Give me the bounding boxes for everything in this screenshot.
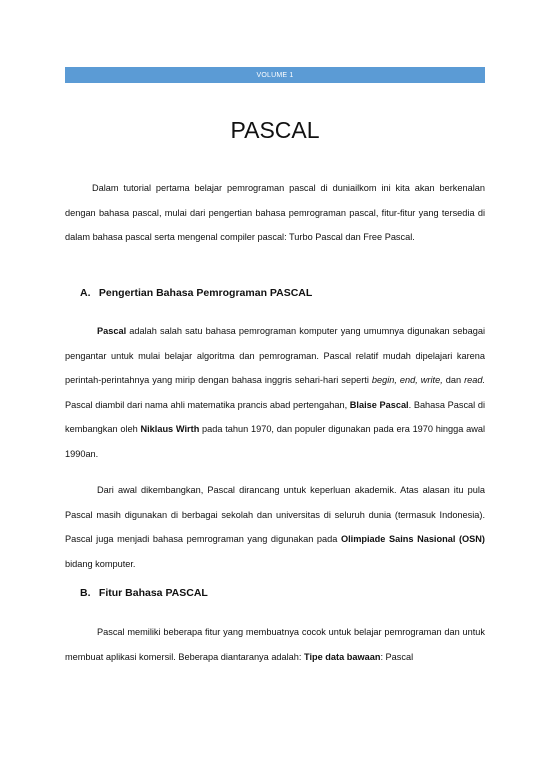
text-span: Pascal memiliki beberapa fitur yang membuatnya cocok untuk belajar pemrograman dan untuk membuat aplikasi komersil. Beberapa diantaranya adalah: [65,627,485,662]
keyword-read: read. [464,375,486,386]
name-niklaus-wirth: Niklaus Wirth [140,424,200,435]
text-span: pada tahun 1970, dan populer digunakan pada era 1970 hingga awal 1990an. [65,424,485,459]
section-b-heading [80,587,208,599]
section-b-title: Fitur Bahasa PASCAL [98,587,208,599]
section-a-number: A. [80,287,91,299]
text-span: adalah salah satu bahasa pemrograman komputer yang umumnya digunakan sebagai pengantar untuk mulai belajar algoritma dan pemrograman. Pascal relatif mudah dipelajari karena perintah-perintahnya yang mirip dengan bahasa inggris sehari-hari seperti [65,326,485,386]
text-span: Dari awal dikembangkan, Pascal dirancang untuk keperluan akademik. Atas alasan itu pula Pascal masih digunakan di berbagai sekolah dan universitas di seluruh dunia (termasuk Indonesia). Pascal juga menjadi bahasa pemrograman yang digunakan pada [65,485,485,545]
section-a-paragraph-1 [65,319,485,467]
section-a-heading [80,287,312,299]
text-span: dan [442,375,465,386]
keyword-write: write, [420,375,443,386]
volume-label: VOLUME 1 [256,71,294,79]
page-title: PASCAL [230,117,320,143]
term-osn: Olimpiade Sains Nasional (OSN) [340,534,485,545]
section-b-paragraph-1 [65,620,485,669]
term-tipe-data-bawaan: Tipe data bawaan [304,651,381,662]
section-a-title: Pengertian Bahasa Pemrograman PASCAL [98,287,313,299]
text-span: Pascal diambil dari nama ahli matematika prancis abad pertengahan, [65,399,350,410]
text-span: : Pascal [380,651,414,662]
volume-header [65,67,485,83]
text-span: bidang komputer. [65,558,136,569]
intro-paragraph: Dalam tutorial pertama belajar pemrograman pascal di duniailkom ini kita akan berkenalan dengan bahasa pascal, mulai dari pengertian bahasa pemrograman pascal, fitur-fitur yang tersedia di dalam bahasa pascal serta mengenal compiler pascal: Turbo Pascal dan Free Pascal. [65,183,485,243]
keyword-end: end, [399,375,418,386]
keyword-begin: begin, [371,375,397,386]
section-b-number: B. [80,587,91,599]
text-span: . Bahasa Pascal di kembangkan oleh [65,399,485,435]
section-a-paragraph-2 [65,478,485,576]
term-pascal: Pascal [97,326,127,336]
name-blaise-pascal: Blaise Pascal [349,399,409,410]
